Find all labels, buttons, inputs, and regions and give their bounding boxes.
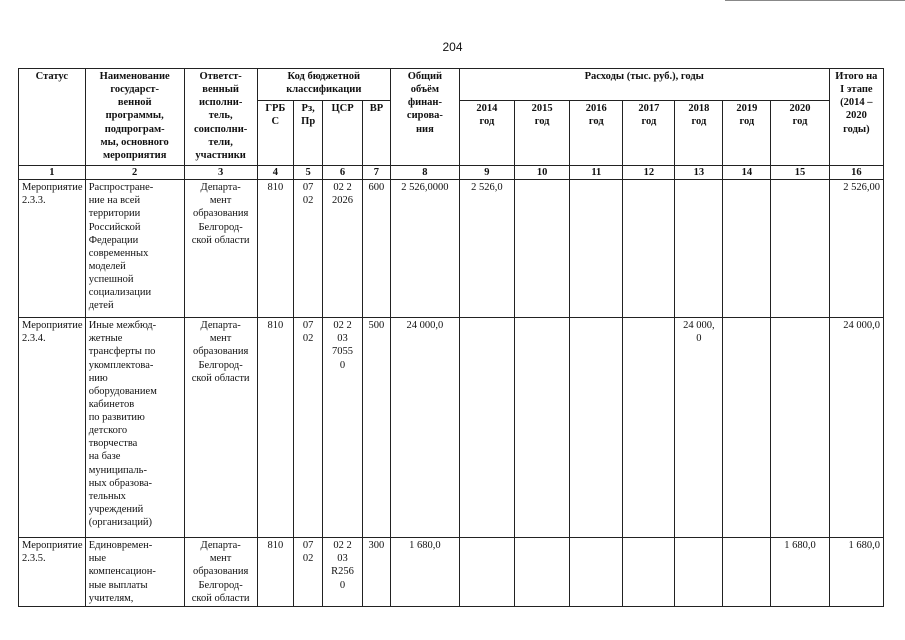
row-name: Единовремен- ные компенсацион- ные выплаты учителям, bbox=[85, 538, 184, 607]
col-number: 3 bbox=[184, 166, 257, 180]
header-year-2017: 2017 год bbox=[623, 101, 675, 166]
column-number-row bbox=[19, 166, 884, 180]
row-grbs: 810 bbox=[257, 180, 293, 318]
row-status: Мероприятие 2.3.4. bbox=[19, 318, 86, 538]
col-number: 5 bbox=[294, 166, 323, 180]
header-csr: ЦСР bbox=[323, 101, 363, 166]
row-year-2019 bbox=[723, 538, 771, 607]
header-rzpr: Рз, Пр bbox=[294, 101, 323, 166]
row-responsible: Департа- мент образования Белгород- ской области bbox=[184, 180, 257, 318]
row-year-2020 bbox=[771, 318, 829, 538]
table-row bbox=[19, 318, 884, 538]
row-total: 24 000,0 bbox=[391, 318, 460, 538]
row-rzpr: 07 02 bbox=[294, 538, 323, 607]
row-csr: 02 2 03 R256 0 bbox=[323, 538, 363, 607]
header-year-2018: 2018 год bbox=[675, 101, 723, 166]
row-responsible: Департа- мент образования Белгород- ской области bbox=[184, 538, 257, 607]
header-total-volume: Общий объём финан- сирова- ния bbox=[391, 69, 460, 166]
top-edge-line bbox=[725, 0, 905, 1]
row-stage-total: 24 000,0 bbox=[829, 318, 883, 538]
row-stage-total: 2 526,00 bbox=[829, 180, 883, 318]
row-total: 1 680,0 bbox=[391, 538, 460, 607]
row-name: Иные межбюд- жетные трансферты по укомплектова- нию оборудованием кабинетов по развитию детского творчества на базе муниципаль- ных образова- тельных учреждений (организаций) bbox=[85, 318, 184, 538]
row-year-2016 bbox=[570, 318, 623, 538]
col-number: 10 bbox=[515, 166, 570, 180]
table-row bbox=[19, 538, 884, 607]
row-year-2014 bbox=[459, 318, 514, 538]
row-year-2018 bbox=[675, 180, 723, 318]
row-year-2018: 24 000, 0 bbox=[675, 318, 723, 538]
header-budget-code: Код бюджетной классификации bbox=[257, 69, 390, 101]
row-year-2017 bbox=[623, 180, 675, 318]
col-number: 6 bbox=[323, 166, 363, 180]
row-name: Распростране- ние на всей территории Российской Федерации современных моделей успешной социализации детей bbox=[85, 180, 184, 318]
header-responsible: Ответст- венный исполни- тель, соисполни- тели, участники bbox=[184, 69, 257, 166]
row-year-2018 bbox=[675, 538, 723, 607]
col-number: 7 bbox=[362, 166, 390, 180]
table-row bbox=[19, 180, 884, 318]
header-year-2014: 2014 год bbox=[459, 101, 514, 166]
col-number: 13 bbox=[675, 166, 723, 180]
col-number: 1 bbox=[19, 166, 86, 180]
header-year-2015: 2015 год bbox=[515, 101, 570, 166]
row-csr: 02 2 2026 bbox=[323, 180, 363, 318]
row-rzpr: 07 02 bbox=[294, 180, 323, 318]
header-status: Статус bbox=[19, 69, 86, 166]
col-number: 8 bbox=[391, 166, 460, 180]
col-number: 4 bbox=[257, 166, 293, 180]
row-year-2020: 1 680,0 bbox=[771, 538, 829, 607]
row-year-2015 bbox=[515, 538, 570, 607]
header-stage-total: Итого на I этапе (2014 – 2020 годы) bbox=[829, 69, 883, 166]
col-number: 12 bbox=[623, 166, 675, 180]
header-grbs: ГРБ С bbox=[257, 101, 293, 166]
header-name: Наименование государст- венной программы, подпрограм- мы, основного мероприятия bbox=[85, 69, 184, 166]
row-grbs: 810 bbox=[257, 318, 293, 538]
col-number: 2 bbox=[85, 166, 184, 180]
row-status: Мероприятие 2.3.3. bbox=[19, 180, 86, 318]
row-year-2016 bbox=[570, 538, 623, 607]
row-vr: 300 bbox=[362, 538, 390, 607]
header-year-2016: 2016 год bbox=[570, 101, 623, 166]
row-csr: 02 2 03 7055 0 bbox=[323, 318, 363, 538]
header-vr: ВР bbox=[362, 101, 390, 166]
budget-table bbox=[18, 68, 884, 607]
row-year-2014 bbox=[459, 538, 514, 607]
row-year-2019 bbox=[723, 318, 771, 538]
header-year-2019: 2019 год bbox=[723, 101, 771, 166]
row-year-2017 bbox=[623, 538, 675, 607]
row-stage-total: 1 680,0 bbox=[829, 538, 883, 607]
row-year-2015 bbox=[515, 318, 570, 538]
row-vr: 600 bbox=[362, 180, 390, 318]
row-grbs: 810 bbox=[257, 538, 293, 607]
header-year-2020: 2020 год bbox=[771, 101, 829, 166]
row-year-2014: 2 526,0 bbox=[459, 180, 514, 318]
row-year-2019 bbox=[723, 180, 771, 318]
row-total: 2 526,0000 bbox=[391, 180, 460, 318]
row-rzpr: 07 02 bbox=[294, 318, 323, 538]
col-number: 16 bbox=[829, 166, 883, 180]
header-expenses: Расходы (тыс. руб.), годы bbox=[459, 69, 829, 101]
row-status: Мероприятие 2.3.5. bbox=[19, 538, 86, 607]
page-number: 204 bbox=[442, 40, 463, 54]
row-vr: 500 bbox=[362, 318, 390, 538]
col-number: 9 bbox=[459, 166, 514, 180]
row-year-2016 bbox=[570, 180, 623, 318]
row-year-2020 bbox=[771, 180, 829, 318]
row-responsible: Департа- мент образования Белгород- ской области bbox=[184, 318, 257, 538]
col-number: 14 bbox=[723, 166, 771, 180]
col-number: 11 bbox=[570, 166, 623, 180]
col-number: 15 bbox=[771, 166, 829, 180]
row-year-2017 bbox=[623, 318, 675, 538]
row-year-2015 bbox=[515, 180, 570, 318]
